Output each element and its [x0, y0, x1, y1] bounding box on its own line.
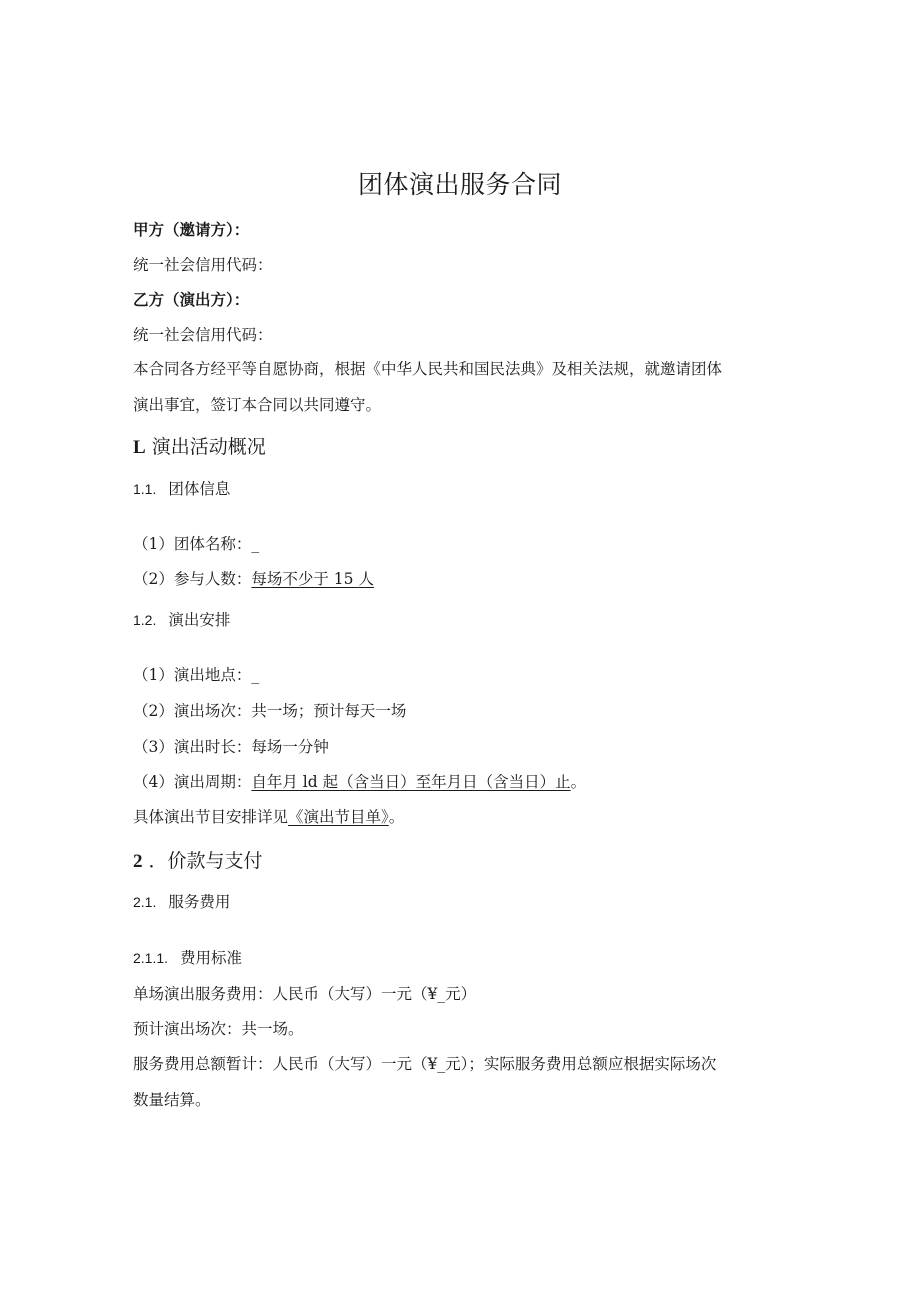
- participants-value: 每场不少于 15 人: [251, 570, 374, 588]
- subsection-2-1-1-heading: [133, 948, 242, 968]
- preamble-line-1: 本合同各方经平等自愿协商，根据《中华人民共和国民法典》及相关法规，就邀请团体: [133, 360, 723, 378]
- section-1-number: L: [133, 437, 146, 458]
- venue-item: [133, 665, 259, 685]
- program-list-link: 《演出节目单》: [288, 808, 389, 826]
- section-2-title: ．价款与支付: [148, 850, 263, 872]
- party-b-label: 乙方（演出方）：: [133, 290, 250, 309]
- participants-item: [133, 569, 374, 589]
- section-2-number: 2: [133, 851, 143, 872]
- party-b-credit-code: 统一社会信用代码：: [133, 326, 273, 344]
- sessions-value: 共一场；预计每天一场: [251, 702, 407, 720]
- fee-single-session: 单场演出服务费用：人民币（大写）一元（¥_元）: [133, 985, 477, 1003]
- period-suffix: 。: [570, 773, 587, 791]
- section-2-heading: [133, 849, 263, 874]
- duration-label: （3）演出时长：: [133, 738, 252, 756]
- program-note-suffix: 。: [388, 808, 405, 826]
- venue-value: _: [251, 666, 260, 684]
- team-name-label: （1）团体名称：: [133, 535, 252, 553]
- subsection-2-1-1-number: 2.1.1.: [133, 950, 169, 966]
- program-note: [133, 807, 404, 827]
- duration-value: 每场一分钟: [251, 738, 329, 756]
- venue-label: （1）演出地点：: [133, 666, 252, 684]
- subsection-1-2-number: 1.2.: [133, 612, 157, 628]
- program-note-prefix: 具体演出节目安排详见: [133, 808, 289, 826]
- fee-session-count: 预计演出场次：共一场。: [133, 1020, 304, 1038]
- period-label: （4）演出周期：: [133, 773, 252, 791]
- section-1-title: 演出活动概况: [151, 436, 266, 458]
- period-item: [133, 772, 586, 792]
- subsection-1-2-title: 演出安排: [168, 611, 231, 629]
- subsection-1-1-title: 团体信息: [168, 480, 231, 498]
- participants-label: （2）参与人数：: [133, 570, 252, 588]
- duration-item: [133, 737, 329, 757]
- team-name-item: [133, 534, 259, 554]
- party-a-credit-code: 统一社会信用代码：: [133, 256, 273, 274]
- document-title: 团体演出服务合同: [357, 170, 562, 199]
- section-1-heading: [133, 435, 266, 460]
- party-a-label: 甲方（邀请方）：: [133, 220, 250, 239]
- subsection-2-1-1-title: 费用标准: [180, 949, 243, 967]
- preamble-line-2: 演出事宜，签订本合同以共同遵守。: [133, 396, 382, 414]
- period-value: 自年月 ld 起（含当日）至年月日（含当日）止: [251, 773, 571, 791]
- team-name-value: _: [251, 535, 260, 553]
- subsection-2-1-heading: [133, 892, 230, 912]
- subsection-2-1-number: 2.1.: [133, 894, 157, 910]
- subsection-1-1-heading: [133, 479, 230, 499]
- subsection-1-1-number: 1.1.: [133, 481, 157, 497]
- fee-total-line-1: 服务费用总额暂计：人民币（大写）一元（¥_元）；实际服务费用总额应根据实际场次: [133, 1055, 717, 1073]
- subsection-1-2-heading: [133, 610, 230, 630]
- subsection-2-1-title: 服务费用: [168, 893, 231, 911]
- sessions-label: （2）演出场次：: [133, 702, 252, 720]
- sessions-item: [133, 701, 406, 721]
- fee-total-line-2: 数量结算。: [133, 1091, 211, 1109]
